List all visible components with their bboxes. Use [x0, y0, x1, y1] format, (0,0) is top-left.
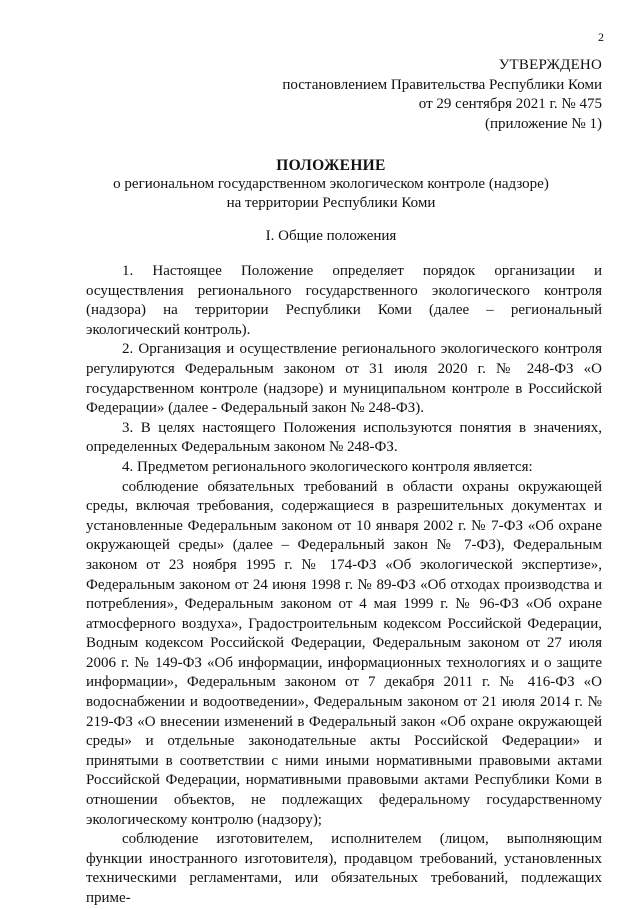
document-title-block: [60, 156, 602, 213]
page-number: 2: [598, 30, 604, 44]
paragraph-1: 1. Настоящее Положение определяет порядок организации и осуществления регионального государственного экологического контроля (надзора) на территории Республики Коми (далее – региональный экологический контроль).: [86, 263, 602, 338]
approval-line-date: от 29 сентября 2021 г. № 475: [418, 96, 602, 112]
document-body: [86, 262, 602, 909]
document-subtitle-line2: на территории Республики Коми: [226, 195, 436, 211]
document-subtitle-line1: о региональном государственном экологическом контроле (надзоре): [113, 176, 549, 192]
paragraph-2: 2. Организация и осуществление регионального экологического контроля регулируются Федеральным законом от 31 июля 2020 г. № 248-ФЗ «О государственном контроле (надзоре) и муниципальном контроле в Российской Федерации» (далее - Федеральный закон № 248-ФЗ).: [86, 341, 602, 417]
paragraph-4: 4. Предметом регионального экологического контроля является:: [122, 458, 533, 475]
approval-line-resolution: постановлением Правительства Республики Коми: [282, 76, 602, 93]
document-title: ПОЛОЖЕНИЕ: [276, 157, 386, 174]
paragraph-4-item-2: соблюдение изготовителем, исполнителем (лицом, выполняющим функции иностранного изготовителя), продавцом требований, установленных техническими регламентами, или обязательных требований, подлежащих приме-: [86, 831, 602, 906]
approval-word: УТВЕРЖДЕНО: [498, 57, 602, 73]
approval-stamp-block: [282, 56, 602, 134]
paragraph-4-item-1: соблюдение обязательных требований в области охраны окружающей среды, включая требования, содержащиеся в разрешительных документах и установленные Федеральным законом от 10 января 2002 г. № 7-ФЗ «Об охране окружающей среды» (далее – Федеральный закон № 7-ФЗ), Федеральным законом от 23 ноября 1995 г. № 174-ФЗ «Об экологической экспертизе», Федеральным законом от 24 июня 1998 г. № 89-ФЗ «Об отходах производства и потребления», Федеральным законом от 4 мая 1999 г. № 96-ФЗ «Об охране атмосферного воздуха», Градостроительным кодексом Российской Федерации, Водным кодексом Российской Федерации, Федеральным законом от 27 июля 2006 г. № 149-ФЗ «Об информации, информационных технологиях и о защите информации», Федеральным законом от 7 декабря 2011 г. № 416-ФЗ «О водоснабжении и водоотведении», Федеральным законом от 21 июля 2014 г. № 219-ФЗ «О внесении изменений в Федеральный закон «Об охране окружающей среды» и отдельные законодательные акты Российской Федерации» и принятыми в соответствии с ними иными нормативными правовыми актами Российской Федерации, нормативными правовыми актами Республики Коми в отношении объектов, не подлежащих федеральному государственному экологическому контролю (надзору);: [86, 478, 602, 828]
approval-line-appendix: (приложение № 1): [484, 115, 602, 132]
paragraph-3: 3. В целях настоящего Положения используются понятия в значениях, определенных Федеральным законом № 248-ФЗ.: [86, 419, 602, 456]
section-heading: I. Общие положения: [265, 228, 397, 244]
